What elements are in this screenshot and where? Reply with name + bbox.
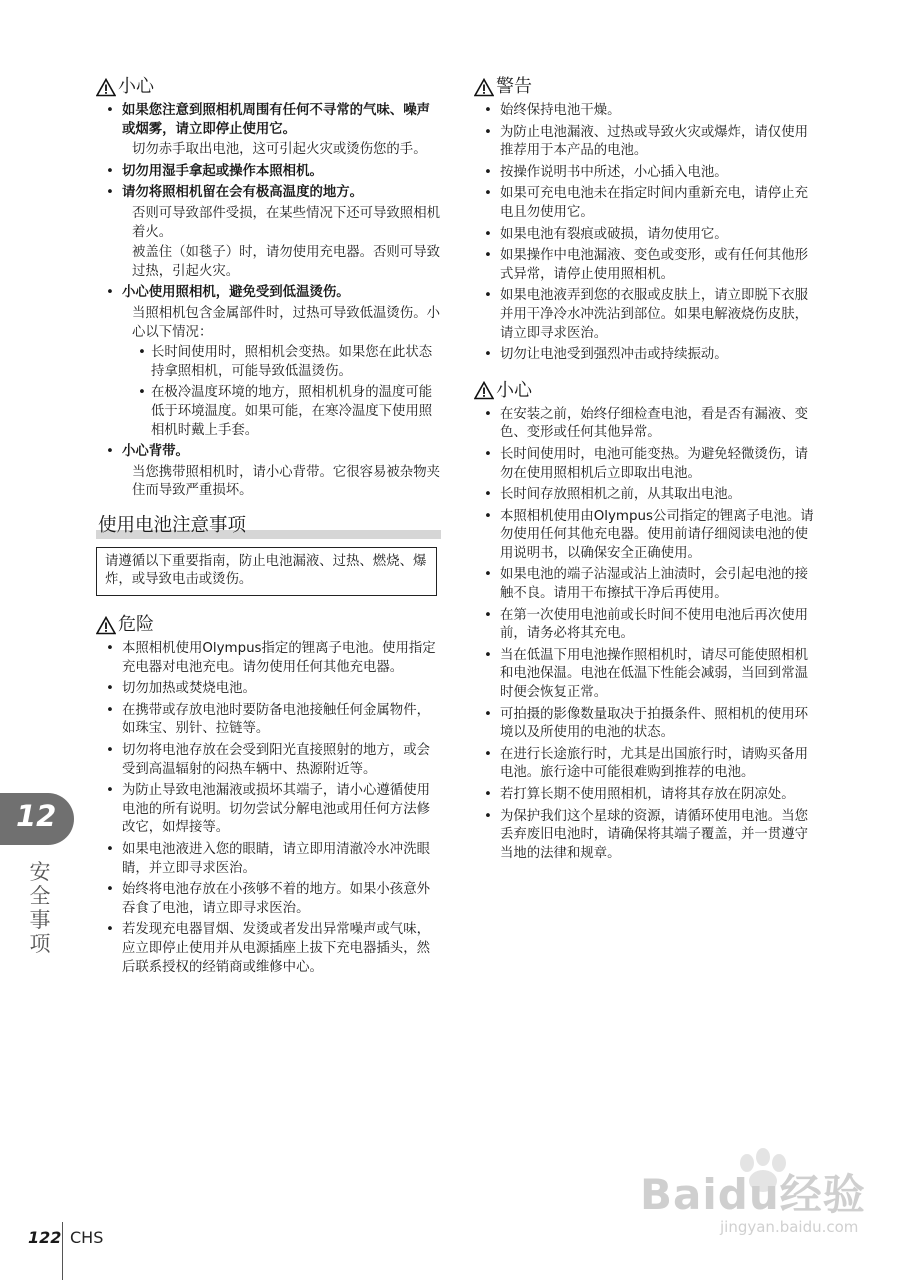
list-item: • 为防止电池漏液、过热或导致火灾或爆炸，请仅使用推荐用于本产品的电池。 — [474, 124, 819, 161]
warning-triangle-icon — [96, 78, 116, 97]
warning-title: 警告 — [496, 76, 532, 97]
caution-list-right — [474, 406, 819, 864]
list-item: • 如果可充电电池未在指定时间内重新充电，请停止充电且勿使用它。 — [474, 185, 819, 222]
page-number: 122 — [28, 1228, 62, 1247]
caution-item-detail: 切勿赤手取出电池，这可引起火灾或烫伤您的手。 — [132, 142, 427, 158]
list-item: • 可拍摄的影像数量取决于拍摄条件、照相机的使用环境以及所使用的电池的状态。 — [474, 706, 819, 743]
battery-note-box: 请遵循以下重要指南，防止电池漏液、过热、燃烧、爆炸，或导致电击或烫伤。 — [96, 547, 437, 596]
list-item: • 若发现充电器冒烟、发烫或者发出异常噪声或气味，应立即停止使用并从电源插座上拔下充电器插头，然后联系授权的经销商或维修中心。 — [96, 921, 441, 977]
warning-triangle-icon — [474, 381, 494, 400]
list-item: • 本照相机使用由Olympus公司指定的锂离子电池。请勿使用任何其他充电器。使用前请仔细阅读电池的使用说明书，以确保安全正确使用。 — [474, 508, 819, 564]
footer-divider — [62, 1222, 63, 1280]
warning-heading — [474, 74, 819, 100]
list-item — [96, 102, 441, 160]
caution-list-left — [96, 102, 441, 501]
list-item — [96, 163, 441, 182]
chapter-label: 安全事项 — [29, 860, 51, 956]
right-column — [474, 74, 819, 866]
language-code: CHS — [70, 1228, 104, 1247]
watermark-brand: Baidu经验 — [640, 1170, 866, 1219]
danger-title: 危险 — [118, 614, 154, 636]
warning-triangle-icon — [96, 616, 116, 635]
caution-item-detail: 被盖住（如毯子）时，请勿使用充电器。否则可导致过热，引起火灾。 — [132, 245, 440, 279]
list-item: • 如果电池的端子沾湿或沾上油渍时，会引起电池的接触不良。请用干布擦拭干净后再使用。 — [474, 566, 819, 603]
list-item: • 为防止导致电池漏液或损坏其端子，请小心遵循使用电池的所有说明。切勿尝试分解电池或用任何方法修改它，如焊接等。 — [96, 782, 441, 838]
list-item: • 如果电池液弄到您的衣服或皮肤上，请立即脱下衣服并用干净冷水冲洗沾到部位。如果电解液烧伤皮肤，请立即寻求医治。 — [474, 287, 819, 343]
list-item: • 在第一次使用电池前或长时间不使用电池后再次使用前，请务必将其充电。 — [474, 607, 819, 644]
danger-list — [96, 640, 441, 977]
caution-item-detail: 否则可导致部件受损，在某些情况下还可导致照相机着火。 — [132, 205, 440, 240]
battery-section-title: 使用电池注意事项 — [96, 513, 441, 539]
danger-heading — [96, 612, 441, 638]
caution-title-left: 小心 — [118, 76, 154, 97]
warning-triangle-icon — [474, 78, 494, 97]
list-item: • 如果电池有裂痕或破损，请勿使用它。 — [474, 226, 819, 245]
list-item: • 本照相机使用Olympus指定的锂离子电池。使用指定充电器对电池充电。请勿使用任何其他充电器。 — [96, 640, 441, 677]
list-item — [96, 284, 441, 440]
caution-item-detail: 当照相机包含金属部件时，过热可导致低温烫伤。小心以下情况： — [132, 305, 440, 340]
caution-item-detail: 当您携带照相机时，请小心背带。它很容易被杂物夹住而导致严重损坏。 — [132, 464, 440, 499]
caution-item-text: • 请勿将照相机留在会有极高温度的地方。 — [122, 185, 364, 201]
list-item: • 切勿将电池存放在会受到阳光直接照射的地方，或会受到高温辐射的闷热车辆中、热源附近等。 — [96, 742, 441, 779]
list-item: • 长时间使用时，电池可能变热。为避免轻微烫伤，请勿在使用照相机后立即取出电池。 — [474, 446, 819, 483]
list-item: • 始终保持电池干燥。 — [474, 102, 819, 121]
list-item: • 在安装之前，始终仔细检查电池，看是否有漏液、变色、变形或任何其他异常。 — [474, 406, 819, 443]
caution-heading-left — [96, 74, 441, 100]
caution-item-text: • 如果您注意到照相机周围有任何不寻常的气味、噪声或烟雾，请立即停止使用它。 — [122, 103, 430, 137]
list-item: • 为保护我们这个星球的资源，请循环使用电池。当您丢弃废旧电池时，请确保将其端子覆盖，并一贯遵守当地的法律和规章。 — [474, 808, 819, 864]
list-item: • 切勿让电池受到强烈冲击或持续振动。 — [474, 346, 819, 365]
caution-heading-right — [474, 378, 819, 404]
list-item: • 在极冷温度环境的地方，照相机机身的温度可能低于环境温度。如果可能，在寒冷温度下使用照相机时戴上手套。 — [130, 384, 441, 440]
caution-item-text: • 切勿用湿手拿起或操作本照相机。 — [122, 163, 323, 179]
list-item: • 按操作说明书中所述，小心插入电池。 — [474, 164, 819, 183]
list-item: • 若打算长期不使用照相机，请将其存放在阴凉处。 — [474, 786, 819, 805]
caution-sublist — [122, 344, 441, 440]
list-item: • 切勿加热或焚烧电池。 — [96, 680, 441, 699]
list-item: • 始终将电池存放在小孩够不着的地方。如果小孩意外吞食了电池，请立即寻求医治。 — [96, 881, 441, 918]
list-item: • 如果操作中电池漏液、变色或变形，或有任何其他形式异常，请停止使用照相机。 — [474, 247, 819, 284]
list-item: • 当在低温下用电池操作照相机时，请尽可能使照相机和电池保温。电池在低温下性能会减弱，当回到常温时便会恢复正常。 — [474, 647, 819, 703]
watermark-url: jingyan.baidu.com — [720, 1218, 859, 1236]
warning-list — [474, 102, 819, 365]
list-item: • 长时间存放照相机之前，从其取出电池。 — [474, 486, 819, 505]
chapter-number: 12 — [16, 799, 57, 833]
caution-item-text: • 小心背带。 — [122, 444, 189, 460]
list-item: • 如果电池液进入您的眼睛，请立即用清澈冷水冲洗眼睛，并立即寻求医治。 — [96, 841, 441, 878]
caution-item-text: • 小心使用照相机，避免受到低温烫伤。 — [122, 285, 350, 301]
list-item — [96, 184, 441, 281]
left-column — [96, 74, 441, 980]
list-item: • 长时间使用时，照相机会变热。如果您在此状态持拿照相机，可能导致低温烫伤。 — [130, 344, 441, 381]
caution-title-right: 小心 — [496, 379, 532, 401]
list-item: • 在携带或存放电池时要防备电池接触任何金属物件，如珠宝、别针、拉链等。 — [96, 702, 441, 739]
list-item — [96, 443, 441, 501]
list-item: • 在进行长途旅行时，尤其是出国旅行时，请购买备用电池。旅行途中可能很难购到推荐的电池。 — [474, 746, 819, 783]
